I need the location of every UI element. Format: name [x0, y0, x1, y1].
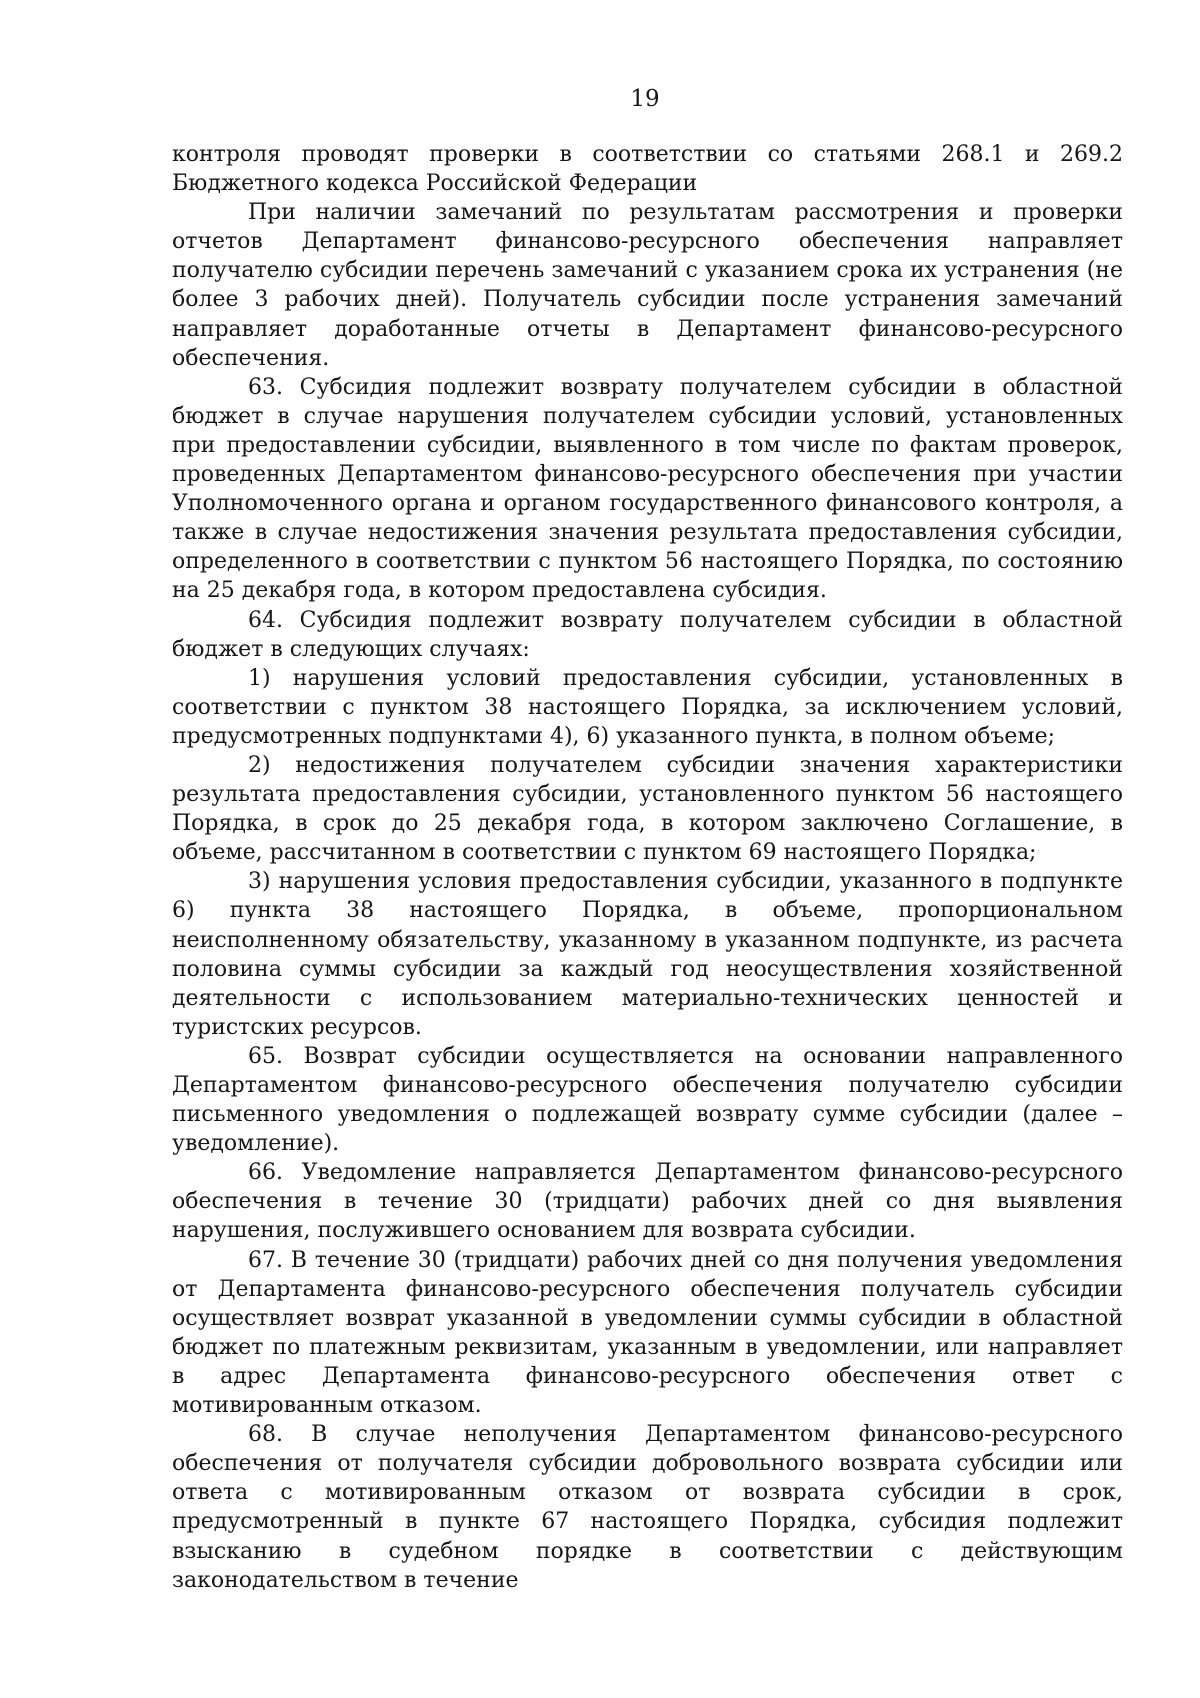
paragraph-67: 67. В течение 30 (тридцати) рабочих дней со дня получения уведомления от Департамента финансово-ресурсного обеспечения получатель субсидии осуществляет возврат указанной в уведомлении суммы субсидии в областной бюджет по платежным реквизитам, указанным в уведомлении, или направляет в адрес Департамента финансово-ресурсного обеспечения ответ с мотивированным отказом.	[172, 1247, 1123, 1419]
paragraph-64: 64. Субсидия подлежит возврату получателем субсидии в областной бюджет в следующих случаях:	[172, 607, 1123, 662]
paragraph-64-item-3: 3) нарушения условия предоставления субсидии, указанного в подпункте 6) пункта 38 настоящего Порядка, в объеме, пропорциональном неисполненному обязательству, указанному в указанном подпункте, из расчета половина суммы субсидии за каждый год неосуществления хозяйственной деятельности с использованием материально-технических ценностей и туристских ресурсов.	[172, 869, 1123, 1040]
paragraph-68: 68. В случае неполучения Департаментом финансово-ресурсного обеспечения от получателя субсидии добровольного возврата субсидии или ответа с мотивированным отказом от возврата субсидии в срок, предусмотренный в пункте 67 настоящего Порядка, субсидия подлежит взысканию в судебном порядке в соответствии с действующим законодательством в течение	[172, 1422, 1123, 1593]
document-body	[172, 140, 1123, 1595]
paragraph-66: 66. Уведомление направляется Департаментом финансово-ресурсного обеспечения в течение 30 (тридцати) рабочих дней со дня выявления нарушения, послужившего основанием для возврата субсидии.	[172, 1160, 1123, 1244]
paragraph-remarks: При наличии замечаний по результатам рассмотрения и проверки отчетов Департамент финансово-ресурсного обеспечения направляет получателю субсидии перечень замечаний с указанием срока их устранения (не более 3 рабочих дней). Получатель субсидии после устранения замечаний направляет доработанные отчеты в Департамент финансово-ресурсного обеспечения.	[172, 200, 1123, 371]
page-number: 19	[630, 86, 660, 112]
paragraph-continuation: контроля проводят проверки в соответствии со статьями 268.1 и 269.2 Бюджетного кодекса Российской Федерации	[172, 142, 1123, 197]
paragraph-65: 65. Возврат субсидии осуществляется на основании направленного Департаментом финансово-ресурсного обеспечения получателю субсидии письменного уведомления о подлежащей возврату сумме субсидии (далее – уведомление).	[172, 1043, 1123, 1157]
paragraph-64-item-1: 1) нарушения условий предоставления субсидии, установленных в соответствии с пунктом 38 настоящего Порядка, за исключением условий, предусмотренных подпунктами 4), 6) указанного пункта, в полном объеме;	[172, 665, 1123, 749]
paragraph-63: 63. Субсидия подлежит возврату получателем субсидии в областной бюджет в случае нарушения получателем субсидии условий, установленных при предоставлении субсидии, выявленного в том числе по фактам проверок, проведенных Департаментом финансово-ресурсного обеспечения при участии Уполномоченного органа и органом государственного финансового контроля, а также в случае недостижения значения результата предоставления субсидии, определенного в соответствии с пунктом 56 настоящего Порядка, по состоянию на 25 декабря года, в котором предоставлена субсидия.	[172, 374, 1123, 604]
paragraph-64-item-2: 2) недостижения получателем субсидии значения характеристики результата предоставления субсидии, установленного пунктом 56 настоящего Порядка, в срок до 25 декабря года, в котором заключено Соглашение, в объеме, рассчитанном в соответствии с пунктом 69 настоящего Порядка;	[172, 752, 1123, 866]
